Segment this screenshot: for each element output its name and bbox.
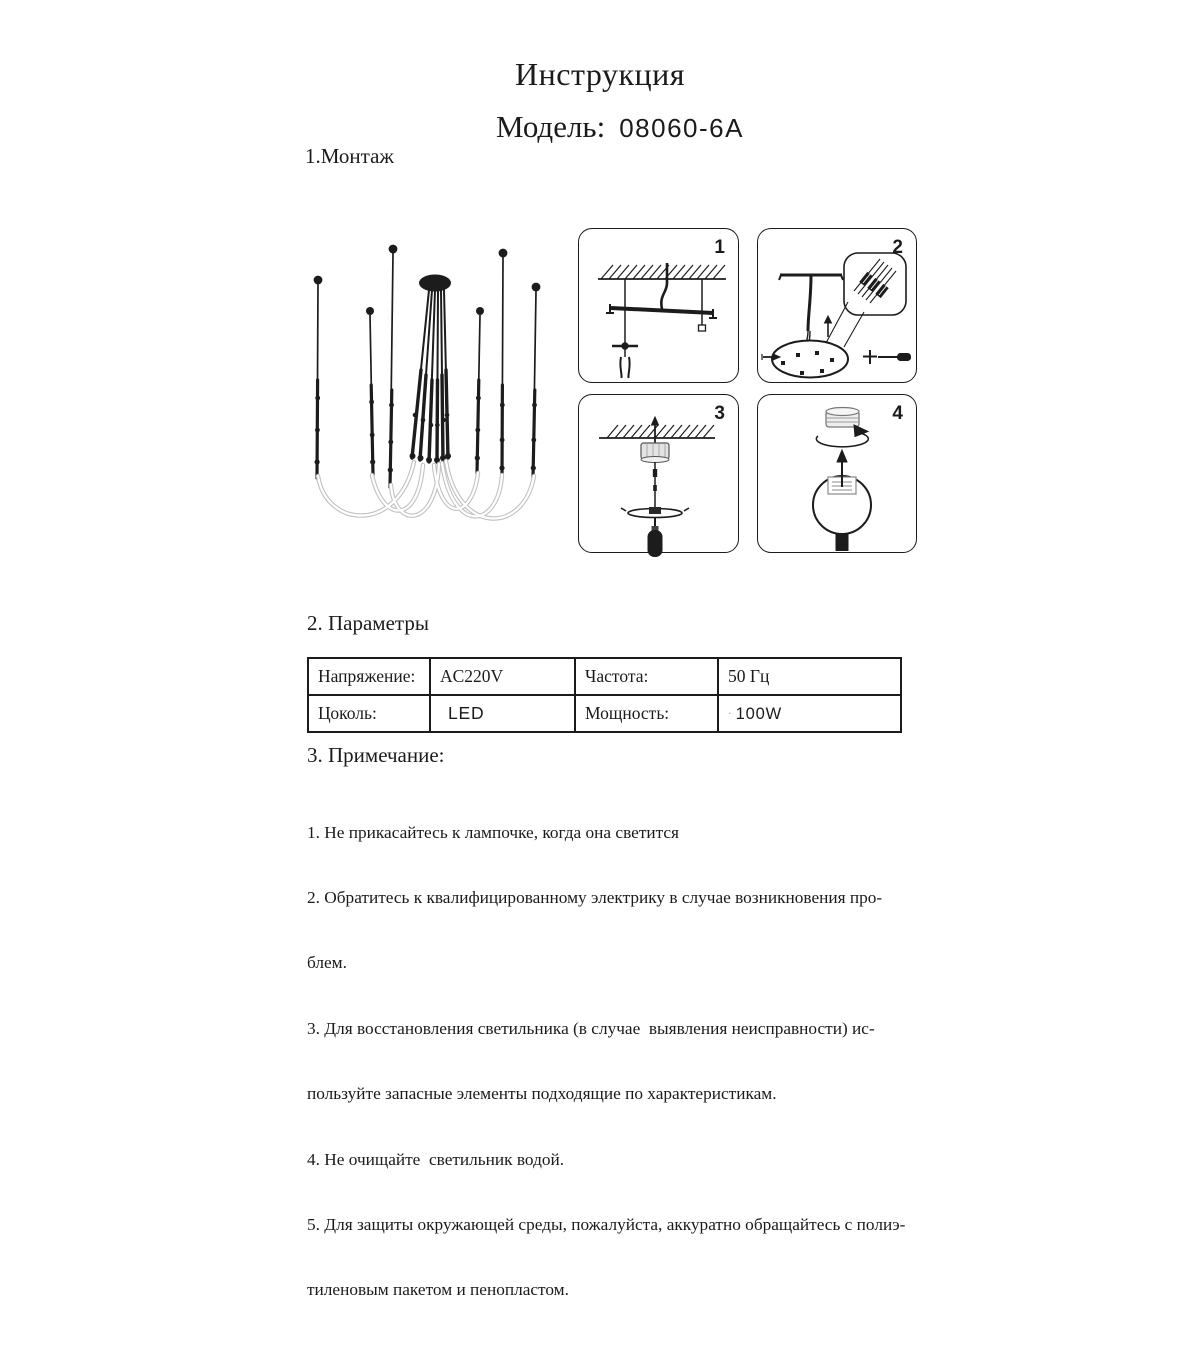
note-line: пользуйте запасные элементы подходящие по характеристикам. — [307, 1084, 777, 1104]
step-number-1: 1 — [714, 237, 725, 258]
up-arrow — [837, 450, 847, 462]
right-screw — [863, 350, 877, 364]
step-box-3 — [578, 394, 739, 553]
note-line: 1. Не прикасайтесь к лампочке, когда она светится — [307, 822, 680, 842]
model-line — [40, 109, 1200, 145]
param-label-voltage: Напряжение: — [308, 658, 430, 695]
model-label: Модель: — [496, 109, 606, 144]
section-parameters-heading: 2. Параметры — [307, 611, 429, 635]
table-row — [308, 658, 901, 695]
chandelier-drawing — [290, 230, 560, 560]
note-line: 4. Не очищайте светильник водой. — [307, 1149, 565, 1169]
param-value-power: · 100W — [718, 695, 901, 732]
screwdriver-handle — [897, 353, 911, 361]
page-title: Инструкция — [515, 56, 685, 92]
stem — [836, 533, 849, 551]
note-line: 2. Обратитесь к квалифицированному электрику в случае возникновения про- — [307, 887, 883, 907]
step-box-4 — [757, 394, 917, 553]
fork-tool — [620, 357, 629, 378]
mounting-bar — [611, 308, 713, 313]
note-line: блем. — [307, 953, 347, 973]
ceiling-hatch — [601, 265, 725, 279]
param-value-frequency: 50 Гц — [718, 658, 901, 695]
note-line: 3. Для восстановления светильника (в случае выявления неисправности) ис- — [307, 1018, 875, 1038]
param-label-power: Мощность: — [575, 695, 718, 732]
step-number-3: 3 — [714, 403, 725, 424]
step-number-2: 2 — [892, 237, 903, 258]
section-notes-heading: 3. Примечание: — [307, 743, 445, 767]
param-value-socket: LED — [430, 695, 575, 732]
screwdriver-handle — [648, 530, 663, 557]
note-line: 5. Для защиты окружающей среды, пожалуйста, аккуратно обращайтесь с полиэ- — [307, 1214, 906, 1234]
canopy-plate — [772, 341, 848, 378]
param-label-socket: Цоколь: — [308, 695, 430, 732]
model-number: 08060-6A — [619, 113, 744, 143]
parameters-table — [307, 657, 902, 733]
step-number-4: 4 — [892, 403, 903, 424]
param-label-frequency: Частота: — [575, 658, 718, 695]
step-box-1 — [578, 228, 739, 383]
section-montage-heading: 1.Монтаж — [305, 144, 394, 168]
canopy — [419, 275, 451, 292]
print-dot: · — [728, 708, 732, 720]
table-row — [308, 695, 901, 732]
param-value-voltage: AC220V — [430, 658, 575, 695]
note-line: тиленовым пакетом и пенопластом. — [307, 1280, 569, 1300]
notes-list — [307, 778, 905, 1345]
ceiling-hatch — [607, 425, 714, 438]
step-box-2 — [757, 228, 917, 383]
